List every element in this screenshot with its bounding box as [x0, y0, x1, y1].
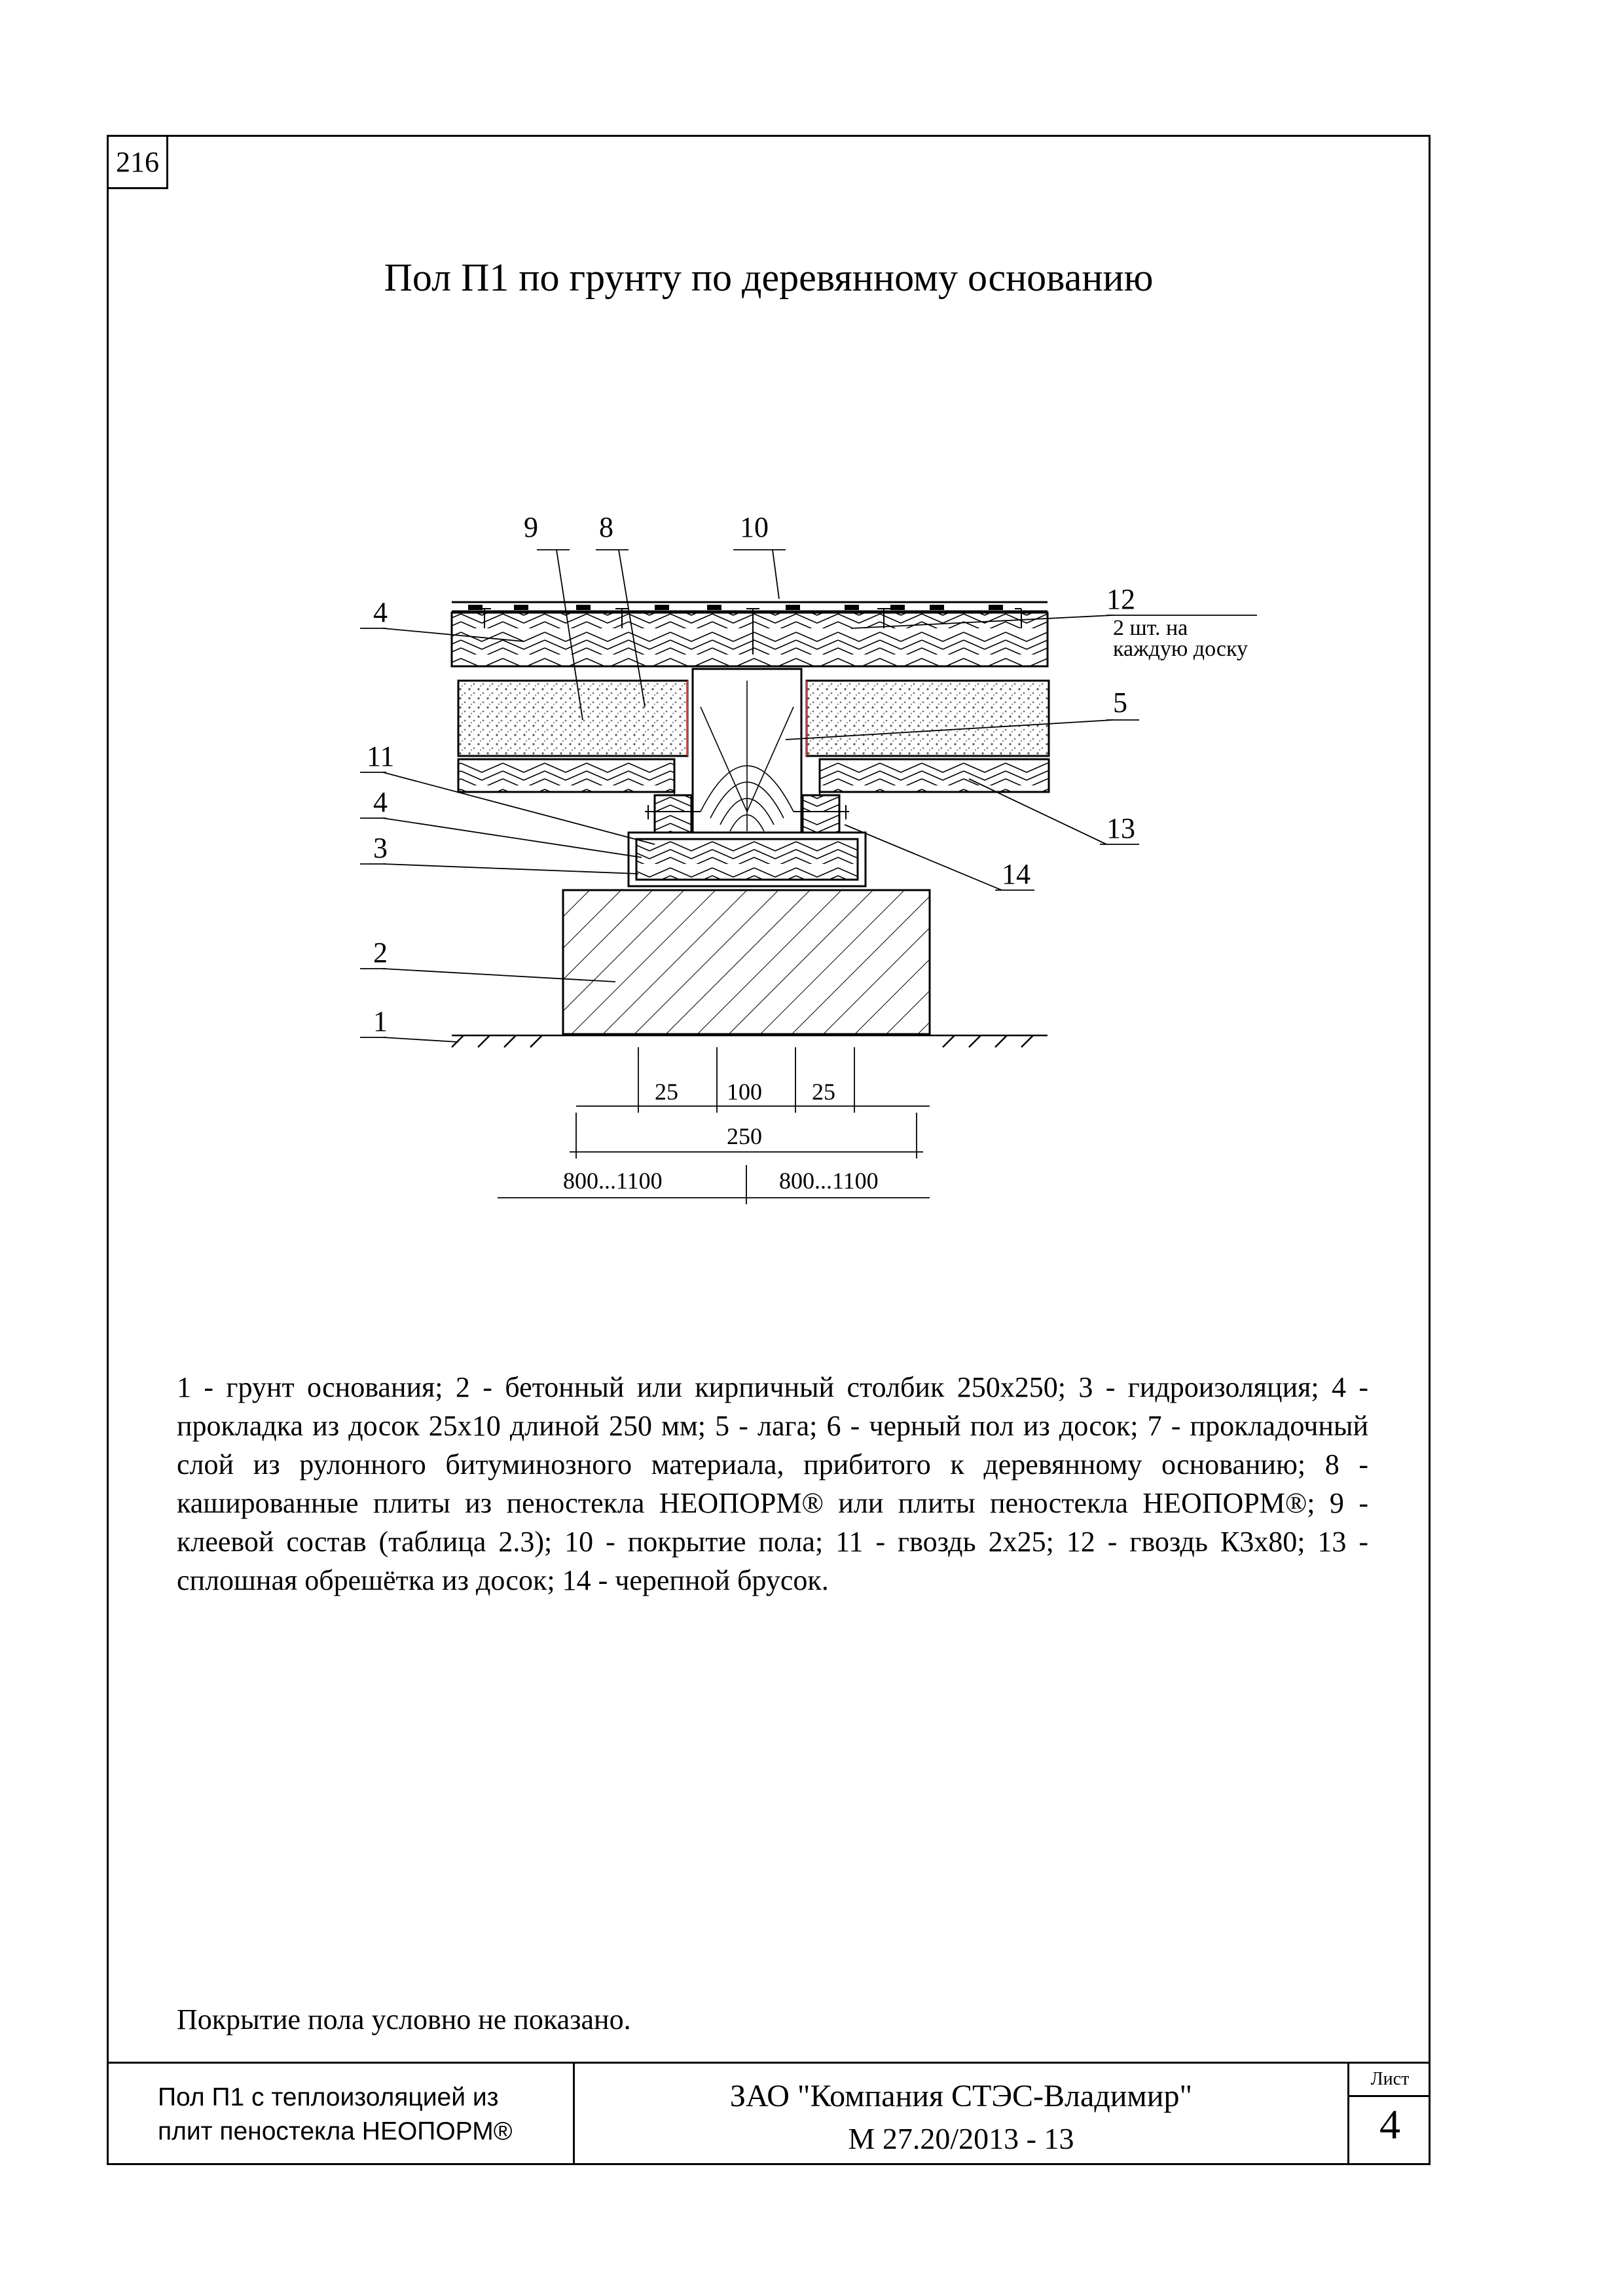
document-code: М 27.20/2013 - 13: [848, 2122, 1074, 2155]
callout-3: 3: [373, 832, 388, 864]
foam-glass-insulation-right: [807, 681, 1049, 756]
document-name: [107, 2064, 575, 2165]
sheet-number: 4: [1379, 2101, 1400, 2147]
dim-250: 250: [727, 1123, 762, 1149]
callout-12: 12: [1106, 583, 1135, 615]
dim-25-right: 25: [812, 1079, 835, 1105]
cranial-bar-right: [803, 795, 839, 834]
foam-glass-insulation-left: [458, 681, 687, 756]
callout-9: 9: [524, 511, 538, 543]
callout-12-note-line1: 2 шт. на: [1113, 616, 1188, 640]
subfloor-boards: [452, 613, 1048, 666]
legend-text: 1 - грунт основания; 2 - бетонный или кирпичный столбик 250х250; 3 - гидроизоляция; 4 - прокладка из досок 25х10 длиной 250 мм; 5 - лага; 6 - черный пол из досок; 7 - прокладочный слой из рулонного битуминозного материала, прибитого к деревянному основанию; 8 - кашированные плиты из пеностекла НЕОПОРМ® или плиты пеностекла НЕОПОРМ®; 9 - клеевой состав (таблица 2.3); 10 - покрытие пола; 11 - гвоздь 2х25; 12 - гвоздь К3х80; 13 - сплошная обрешётка из досок; 14 - черепной брусок.: [177, 1371, 1368, 1596]
ground-line: [452, 1035, 1048, 1047]
dim-25-left: 25: [655, 1079, 678, 1105]
callout-8: 8: [599, 511, 613, 543]
title-block: [107, 2062, 1431, 2165]
sheet-label: Лист: [1349, 2066, 1431, 2097]
page-number: 216: [107, 135, 168, 189]
document-name-line2: плит пеностекла НЕОПОРМ®: [158, 2117, 513, 2145]
dim-span-left: 800...1100: [563, 1168, 663, 1194]
brick-post: [563, 890, 930, 1034]
note-text: Покрытие пола условно не показано.: [177, 2003, 631, 2036]
callout-10: 10: [740, 511, 769, 543]
page-title: Пол П1 по грунту по деревянному основанию: [384, 256, 1154, 299]
callout-4-mid: 4: [373, 786, 388, 818]
callout-14: 14: [1002, 858, 1030, 890]
board-pad: [636, 839, 858, 880]
callout-5: 5: [1113, 687, 1127, 719]
callout-1: 1: [373, 1005, 388, 1037]
board-lathing-right: [820, 759, 1049, 792]
board-lathing-left: [458, 759, 674, 792]
floor-covering: [452, 602, 1048, 611]
callout-4-top: 4: [373, 596, 388, 628]
callout-13: 13: [1106, 812, 1135, 844]
dim-span-right: 800...1100: [779, 1168, 879, 1194]
document-name-line1: Пол П1 с теплоизоляцией из: [158, 2083, 499, 2111]
callout-12-note-line2: каждую доску: [1113, 637, 1249, 661]
dim-100: 100: [727, 1079, 762, 1105]
callout-11: 11: [367, 740, 395, 772]
organization-name: ЗАО "Компания СТЭС-Владимир": [729, 2079, 1193, 2113]
cranial-bar-left: [655, 795, 691, 834]
organization-cell: [575, 2064, 1347, 2165]
callout-2: 2: [373, 937, 388, 969]
sheet-cell: [1347, 2064, 1431, 2165]
